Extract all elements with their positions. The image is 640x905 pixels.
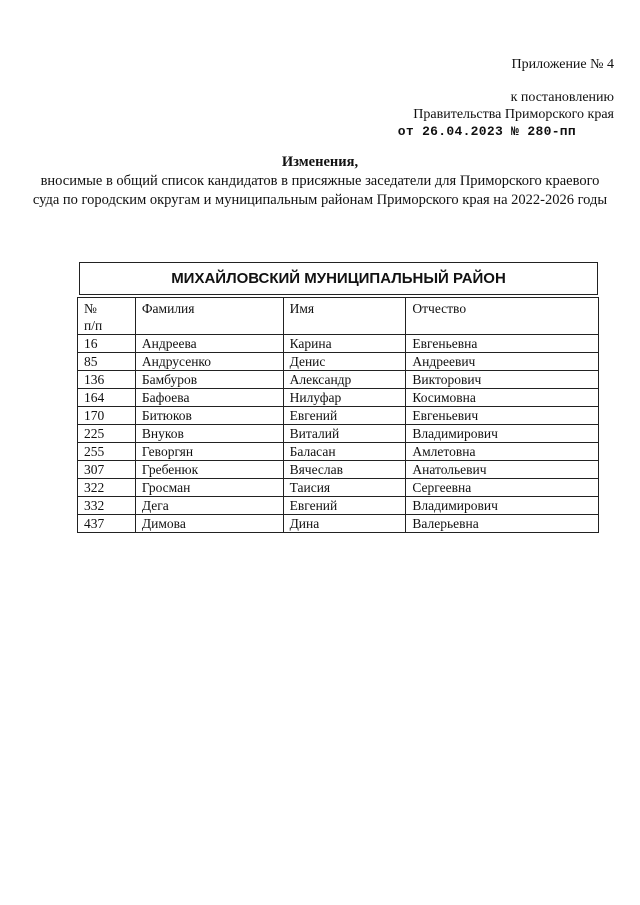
cell-patronymic: Владимирович — [406, 497, 599, 515]
cell-name: Вячеслав — [283, 461, 406, 479]
cell-patronymic: Андреевич — [406, 353, 599, 371]
appendix-number: Приложение № 4 — [511, 57, 614, 72]
cell-surname: Андреева — [135, 335, 283, 353]
cell-name: Нилуфар — [283, 389, 406, 407]
document-heading — [0, 153, 640, 210]
candidates-table — [77, 297, 599, 533]
table-row — [78, 389, 599, 407]
cell-number: 170 — [78, 407, 136, 425]
cell-number: 437 — [78, 515, 136, 533]
cell-number: 332 — [78, 497, 136, 515]
table-row — [78, 371, 599, 389]
table-row — [78, 335, 599, 353]
table-row — [78, 425, 599, 443]
cell-surname: Бамбуров — [135, 371, 283, 389]
cell-number: 16 — [78, 335, 136, 353]
cell-name: Александр — [283, 371, 406, 389]
cell-patronymic: Викторович — [406, 371, 599, 389]
appendix-resolution-ref: к постановлению — [510, 90, 614, 105]
header-patronymic: Отчество — [406, 298, 599, 335]
table-row — [78, 461, 599, 479]
cell-name: Дина — [283, 515, 406, 533]
cell-name: Евгений — [283, 407, 406, 425]
cell-patronymic: Валерьевна — [406, 515, 599, 533]
cell-patronymic: Владимирович — [406, 425, 599, 443]
header-name: Имя — [283, 298, 406, 335]
cell-patronymic: Евгеньевна — [406, 335, 599, 353]
table-header-row — [78, 298, 599, 335]
cell-surname: Битюков — [135, 407, 283, 425]
document-title: Изменения, — [281, 154, 359, 170]
cell-patronymic: Анатольевич — [406, 461, 599, 479]
cell-number: 164 — [78, 389, 136, 407]
cell-surname: Геворгян — [135, 443, 283, 461]
cell-name: Баласан — [283, 443, 406, 461]
table-row — [78, 479, 599, 497]
cell-number: 255 — [78, 443, 136, 461]
cell-number: 307 — [78, 461, 136, 479]
table-body — [78, 335, 599, 533]
appendix-block — [398, 56, 614, 140]
appendix-government: Правительства Приморского края — [413, 107, 614, 122]
table-row — [78, 443, 599, 461]
cell-patronymic: Евгеньевич — [406, 407, 599, 425]
cell-patronymic: Амлетовна — [406, 443, 599, 461]
cell-name: Таисия — [283, 479, 406, 497]
cell-number: 322 — [78, 479, 136, 497]
cell-name: Денис — [283, 353, 406, 371]
cell-surname: Внуков — [135, 425, 283, 443]
cell-patronymic: Сергеевна — [406, 479, 599, 497]
table-row — [78, 353, 599, 371]
table-row — [78, 515, 599, 533]
header-surname: Фамилия — [135, 298, 283, 335]
header-number-pp: п/п — [84, 318, 103, 333]
cell-surname: Гросман — [135, 479, 283, 497]
cell-surname: Андрусенко — [135, 353, 283, 371]
cell-number: 85 — [78, 353, 136, 371]
table-row — [78, 497, 599, 515]
header-number — [78, 298, 136, 335]
cell-surname: Гребенюк — [135, 461, 283, 479]
header-number-sign: № — [84, 301, 97, 316]
cell-patronymic: Косимовна — [406, 389, 599, 407]
cell-name: Евгений — [283, 497, 406, 515]
appendix-date-number: от 26.04.2023 № 280-пп — [397, 124, 576, 139]
document-subtitle: вносимые в общий список кандидатов в присяжные заседатели для Приморского краевого суда по городским округам и муниципальным районам Приморского края на 2022-2026 годы — [32, 173, 608, 208]
district-title: МИХАЙЛОВСКИЙ МУНИЦИПАЛЬНЫЙ РАЙОН — [79, 262, 598, 295]
table-row — [78, 407, 599, 425]
cell-surname: Димова — [135, 515, 283, 533]
cell-name: Карина — [283, 335, 406, 353]
cell-number: 225 — [78, 425, 136, 443]
cell-name: Виталий — [283, 425, 406, 443]
cell-number: 136 — [78, 371, 136, 389]
cell-surname: Дега — [135, 497, 283, 515]
cell-surname: Бафоева — [135, 389, 283, 407]
